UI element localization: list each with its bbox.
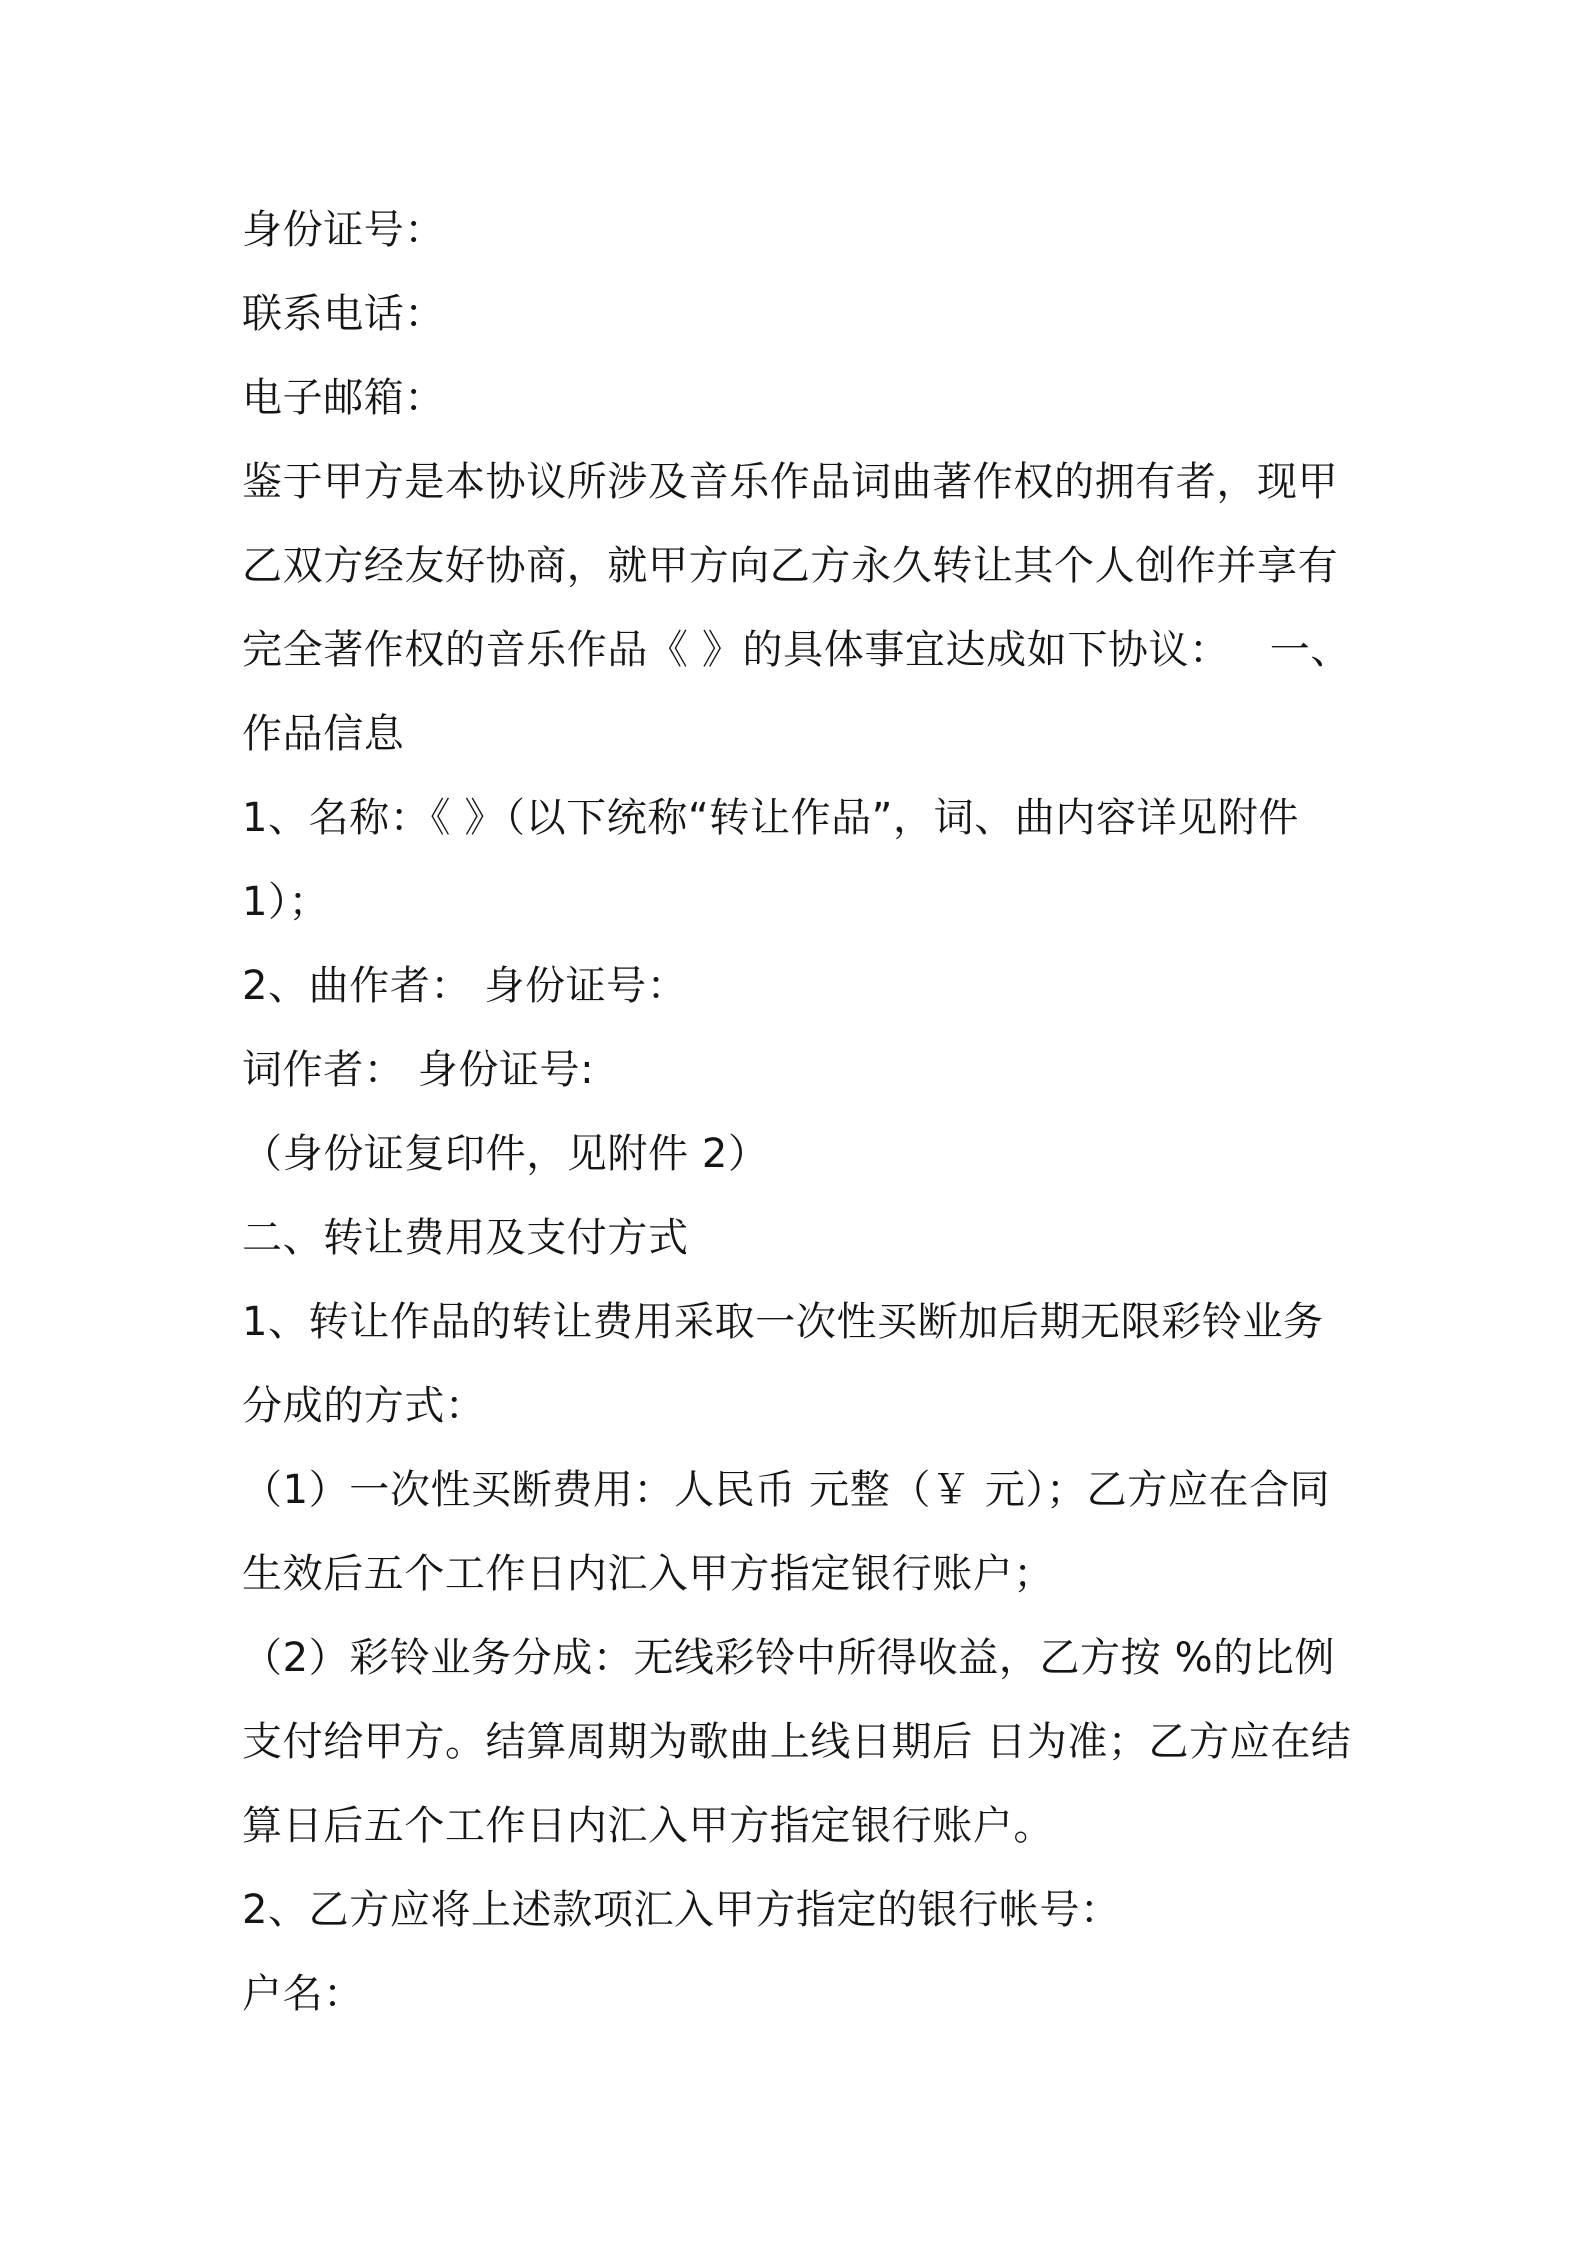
preamble-paragraph [242,440,1362,776]
fee-item-1: 1、转让作品的转让费用采取一次性买断加后期无限彩铃业务分成的方式： [242,1299,1324,1429]
id-copy-note: （身份证复印件，见附件 2） [242,1131,769,1177]
item-2-composer: 2、曲作者： 身份证号： [242,963,688,1009]
section-2-heading: 二、转让费用及支付方式 [242,1215,689,1261]
fee-sub-1: （1）一次性买断费用：人民币 元整（￥ 元）；乙方应在合同生效后五个工作日内汇入甲方指定银行账户； [242,1467,1331,1597]
id-number-label: 身份证号： [242,207,445,253]
bank-item-2: 2、乙方应将上述款项汇入甲方指定的银行帐号： [242,1887,1121,1933]
lyricist-line: 词作者： 身份证号: [242,1047,595,1093]
email-label: 电子邮箱： [242,375,445,421]
preamble-text: 鉴于甲方是本协议所涉及音乐作品词曲著作权的拥有者，现甲乙双方经友好协商，就甲方向乙方永久转让其个人创作并享有完全著作权的音乐作品《 》的具体事宜达成如下协议： [242,459,1339,673]
account-name-label: 户名： [242,1971,364,2017]
fee-sub-2: （2）彩铃业务分成：无线彩铃中所得收益，乙方按 %的比例支付给甲方。结算周期为歌曲上线日期后 日为准；乙方应在结算日后五个工作日内汇入甲方指定银行账户。 [242,1635,1352,1849]
section1-heading: 一、作品信息 [242,627,1351,757]
phone-label: 联系电话： [242,291,445,337]
item-1-name: 1、名称：《 》（以下统称“转让作品”，词、曲内容详见附件 1）； [242,795,1300,925]
